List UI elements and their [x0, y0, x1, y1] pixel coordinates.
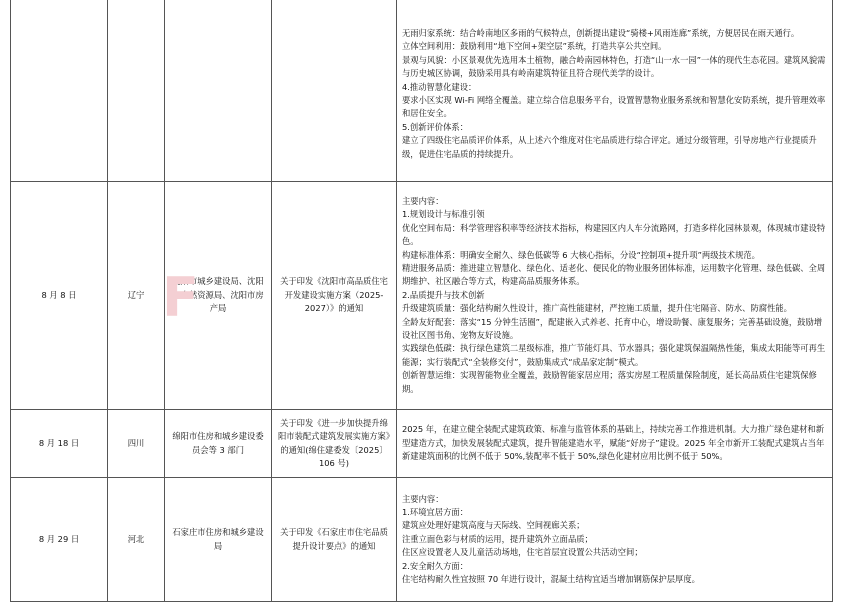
content-line: 建筑应处理好建筑高度与天际线、空间视廊关系； [402, 520, 585, 531]
title-cell: 关于印发《沈阳市高品质住宅开发建设实施方案（2025-2027）》的通知 [272, 182, 397, 410]
date-cell: 8 月 8 日 [11, 182, 108, 410]
content-line: 4.推动智慧化建设： [402, 81, 477, 92]
content-cell [397, 478, 833, 602]
table-row [11, 0, 833, 182]
content-line: 1.规划设计与标准引领 [402, 209, 485, 220]
content-line: 1.环境宜居方面： [402, 506, 468, 517]
date-cell [11, 0, 108, 182]
content-line: 构建标准体系：明确安全耐久、绿色低碳等 6 大核心指标，分设“控制项+提升项”两级技术规范。 [402, 249, 760, 260]
policy-table [10, 0, 833, 602]
province-cell [108, 0, 165, 182]
content-line: 主要内容： [402, 195, 444, 206]
title-cell: 关于印发《进一步加快提升绵阳市装配式建筑发展实施方案》的通知(绵住建委发〔2025〕106 号) [272, 410, 397, 478]
content-line: 景观与风貌：小区景观优先选用本土植物，融合岭南园林特色，打造“山一水一园”一体的现代生态花园。建筑风貌需与历史城区协调，鼓励采用具有岭南建筑特征且符合现代美学的设计。 [402, 54, 826, 79]
content-cell [397, 410, 833, 478]
content-line: 2025 年，在建立健全装配式建筑政策、标准与监管体系的基础上，持续完善工作推进机制。大力推广绿色建材和新型建造方式，加快发展装配式建筑，提升智能建造水平，赋能“好房子”建设。2025 年全市新开工装配式建筑占当年新建建筑面积的比例不低于 50%,装配率不低于 50%,绿色化建材应用比例不低于 50%。 [402, 424, 825, 462]
content-line: 要求小区实现 Wi-Fi 网络全覆盖。建立综合信息服务平台，设置智慧物业服务系统和智慧化安防系统，提升管理效率和居住安全。 [402, 95, 826, 119]
policy-table-body [11, 0, 833, 602]
content-line: 立体空间利用：鼓励利用“地下空间+架空层”系统，打造共享公共空间。 [402, 41, 667, 52]
content-line: 注重立面色彩与材质的运用，提升建筑外立面品质； [402, 533, 593, 544]
content-line: 住宅结构耐久性宜按照 70 年进行设计，混凝土结构宜适当增加钢筋保护层厚度。 [402, 574, 700, 585]
title-cell [272, 0, 397, 182]
content-line: 2.安全耐久方面： [402, 560, 468, 571]
province-cell: 河北 [108, 478, 165, 602]
content-line: 住区应设置老人及儿童活动场地，住宅首层宜设置公共活动空间； [402, 547, 643, 558]
department-cell: 沈阳市城乡建设局、沈阳市自然资源局、沈阳市房产局 [165, 182, 272, 410]
content-line: 实践绿色低碳：执行绿色建筑二星级标准，推广节能灯具、节水器具；强化建筑保温隔热性能，集成太阳能等可再生能源；实行装配式“全装修交付”，鼓励集成式“成品家定制”模式。 [402, 343, 826, 367]
title-cell: 关于印发《石家庄市住宅品质提升设计要点》的通知 [272, 478, 397, 602]
table-row [11, 478, 833, 602]
province-cell: 辽宁 [108, 182, 165, 410]
department-cell [165, 0, 272, 182]
content-line: 5.创新评价体系： [402, 121, 468, 132]
department-cell: 绵阳市住房和城乡建设委员会等 3 部门 [165, 410, 272, 478]
content-line: 无雨归家系统：结合岭南地区多雨的气候特点，创新提出建设“骑楼+风雨连廊”系统，方便居民在雨天通行。 [402, 27, 800, 38]
department-cell: 石家庄市住房和城乡建设局 [165, 478, 272, 602]
watermark-logo: F [162, 266, 199, 329]
content-line: 全龄友好配套：落实“15 分钟生活圈”，配建嵌入式养老、托育中心，增设助餐、康复服务；完善基础设施，鼓励增设社区图书角、宠物友好设施。 [402, 316, 823, 341]
content-line: 优化空间布局：科学管理容积率等经济技术指标，构建园区内人车分流路网，打造多样化园林景观，体现城市建设特色。 [402, 222, 826, 247]
date-cell: 8 月 29 日 [11, 478, 108, 602]
content-line: 2.品质提升与技术创新 [402, 289, 485, 300]
province-cell: 四川 [108, 410, 165, 478]
date-cell: 8 月 18 日 [11, 410, 108, 478]
content-line: 创新智慧运维：实现智能物业全覆盖，鼓励智能家居应用；落实房屋工程质量保险制度，延长高品质住宅建筑保修期。 [402, 370, 817, 394]
content-line: 精进服务品质：推进建立智慧化、绿色化、适老化、便民化的物业服务团体标准，运用数字化管理、绿色低碳、全周期维护、社区融合等方式，构建高品质服务体系。 [402, 262, 826, 287]
content-line: 主要内容： [402, 493, 444, 504]
table-row [11, 182, 833, 410]
content-cell [397, 182, 833, 410]
content-line: 建立了四级住宅品质评价体系，从上述六个维度对住宅品质进行综合评定。通过分级管理，引导房地产行业提质升级，促进住宅品质的持续提升。 [402, 135, 817, 159]
content-cell [397, 0, 833, 182]
table-row [11, 410, 833, 478]
content-line: 升级建筑质量：强化结构耐久性设计，推广高性能建材，严控施工质量，提升住宅隔音、防水、防腐性能。 [402, 303, 792, 314]
